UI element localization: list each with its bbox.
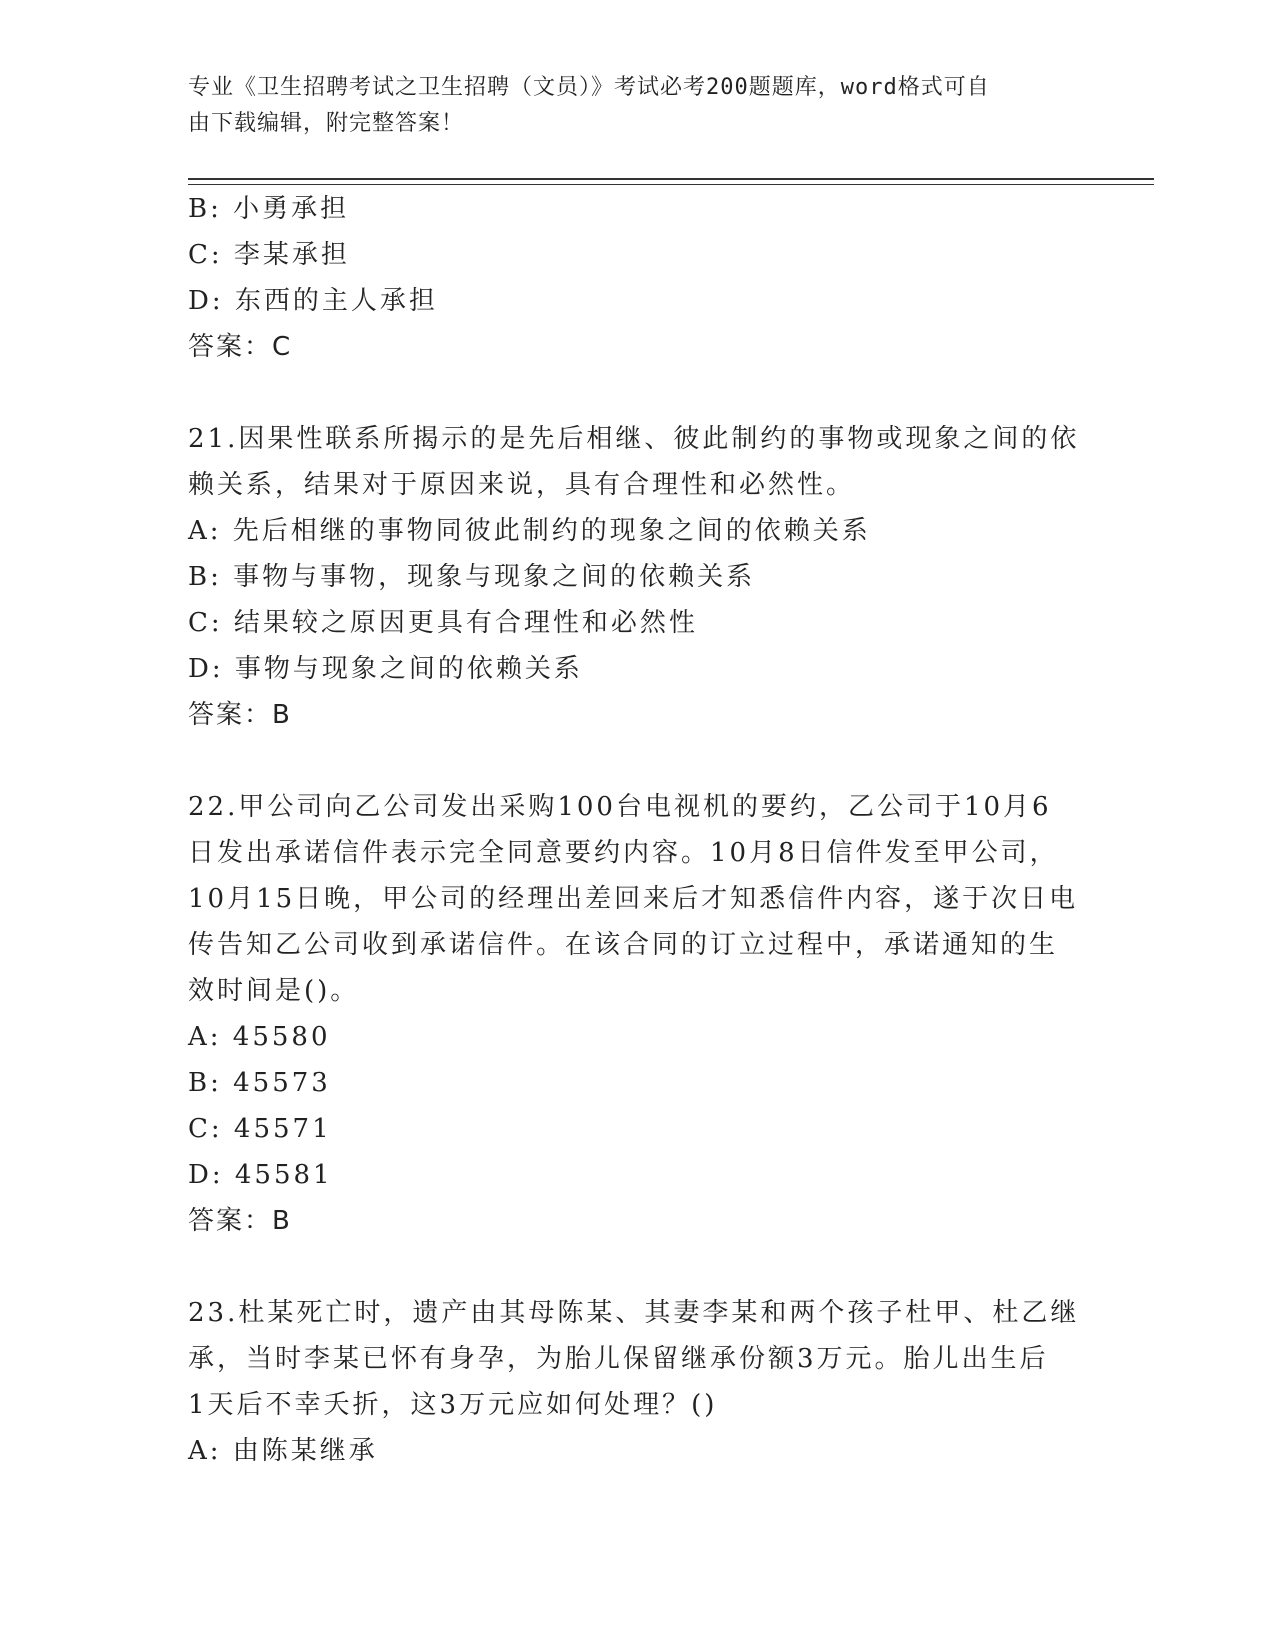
question-stem-line: 赖关系，结果对于原因来说，具有合理性和必然性。	[188, 470, 856, 500]
option-a: A: 先后相继的事物同彼此制约的现象之间的依赖关系	[188, 516, 871, 546]
question-stem-line: 21.因果性联系所揭示的是先后相继、彼此制约的事物或现象之间的依	[188, 424, 1080, 454]
question-stem-line: 22.甲公司向乙公司发出采购100台电视机的要约，乙公司于10月6	[188, 792, 1052, 822]
option-b: B: 45573	[188, 1068, 331, 1098]
option-c: C: 结果较之原因更具有合理性和必然性	[188, 608, 698, 638]
answer-line: 答案：C	[188, 332, 293, 362]
question-21	[188, 416, 1088, 738]
question-stem-line: 10月15日晚，甲公司的经理出差回来后才知悉信件内容，遂于次日电	[188, 884, 1079, 914]
question-22	[188, 784, 1088, 1244]
option-a: A: 45580	[188, 1022, 331, 1052]
header-rule-thin	[188, 184, 1154, 185]
question-20-tail	[188, 186, 1088, 370]
option-c: C: 45571	[188, 1114, 332, 1144]
document-header	[188, 70, 1068, 142]
question-stem-line: 效时间是()。	[188, 976, 360, 1006]
option-b: B: 小勇承担	[188, 194, 350, 224]
answer-line: 答案：B	[188, 1206, 292, 1236]
option-c: C: 李某承担	[188, 240, 350, 270]
question-stem-line: 日发出承诺信件表示完全同意要约内容。10月8日信件发至甲公司，	[188, 838, 1059, 868]
question-stem-line: 23.杜某死亡时，遗产由其母陈某、其妻李某和两个孩子杜甲、杜乙继	[188, 1298, 1080, 1328]
header-line-1: 专业《卫生招聘考试之卫生招聘（文员）》考试必考200题题库，word格式可自	[188, 75, 990, 100]
option-d: D: 事物与现象之间的依赖关系	[188, 654, 583, 684]
document-body	[188, 186, 1088, 1474]
question-stem-line: 传告知乙公司收到承诺信件。在该合同的订立过程中，承诺通知的生	[188, 930, 1059, 960]
header-rule-thick	[188, 178, 1154, 180]
header-line-2: 由下载编辑，附完整答案！	[188, 111, 465, 136]
question-23	[188, 1290, 1088, 1474]
question-stem-line: 1天后不幸夭折，这3万元应如何处理？()	[188, 1390, 718, 1420]
option-b: B: 事物与事物，现象与现象之间的依赖关系	[188, 562, 756, 592]
answer-line: 答案：B	[188, 700, 292, 730]
option-d: D: 45581	[188, 1160, 333, 1190]
option-a: A: 由陈某继承	[188, 1436, 378, 1466]
question-stem-line: 承，当时李某已怀有身孕，为胎儿保留继承份额3万元。胎儿出生后	[188, 1344, 1049, 1374]
option-d: D: 东西的主人承担	[188, 286, 438, 316]
